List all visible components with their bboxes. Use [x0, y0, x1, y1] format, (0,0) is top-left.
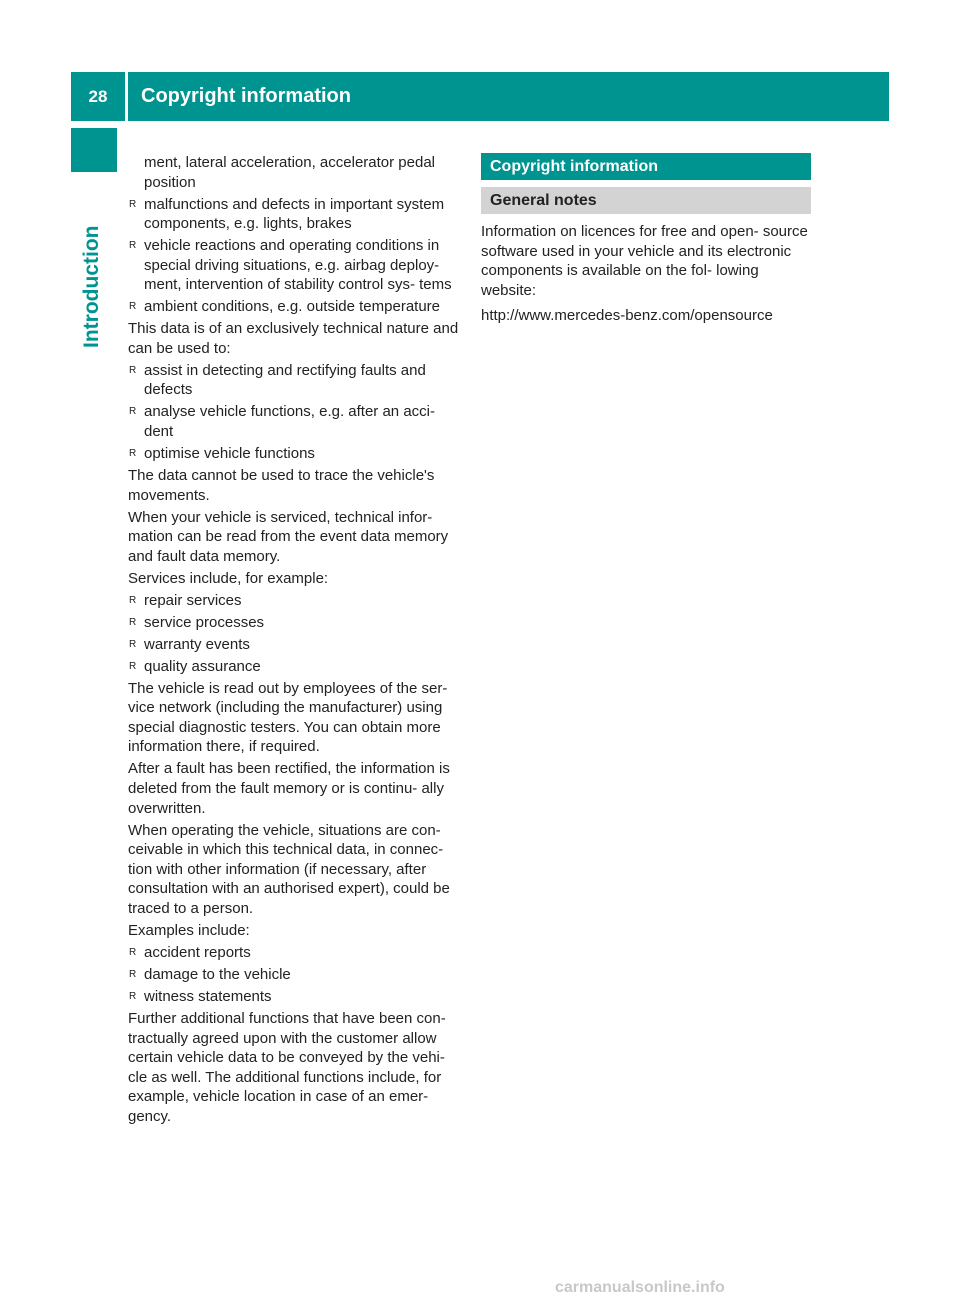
paragraph: This data is of an exclusively technical nature and can be used to:: [128, 320, 459, 357]
bullet-icon: R: [129, 946, 137, 958]
watermark: carmanualsonline.info: [555, 1279, 725, 1296]
paragraph: Further additional functions that have been con- tractually agreed upon with the customer allow certain vehicle data to be conveyed by the vehi- cle as well. The additional functions include, for example, vehicle location in case of an emer- gency.: [128, 1009, 446, 1125]
section-heading: Copyright information: [481, 153, 811, 180]
list-item: R assist in detecting and rectifying faults and defects: [129, 361, 426, 399]
bullet-icon: R: [129, 448, 137, 460]
right-column: [481, 153, 811, 328]
paragraph: Information on licences for free and open- source software used in your vehicle and its electronic components is available on the fol- lowing website:: [481, 223, 808, 299]
chapter-marker: [71, 128, 117, 172]
list-item: R analyse vehicle functions, e.g. after an acci- dent: [129, 403, 435, 441]
bullet-icon: R: [129, 968, 137, 980]
list-item: R damage to the vehicle: [129, 965, 291, 983]
paragraph: When operating the vehicle, situations are con- ceivable in which this technical data, in connec- tion with other information (if necessary, after consultation with an authorised expert), could be traced to a person.: [128, 821, 450, 918]
list-item: R service processes: [129, 613, 265, 631]
bullet-icon: R: [129, 616, 137, 628]
list-item: R quality assurance: [129, 657, 261, 675]
paragraph: The vehicle is read out by employees of the ser- vice network (including the manufacturer) using special diagnostic testers. You can obtain more information there, if required.: [128, 679, 448, 756]
bullet-icon: R: [129, 990, 137, 1002]
list-item: R malfunctions and defects in important system components, e.g. lights, brakes: [129, 195, 445, 233]
list-item: R warranty events: [129, 635, 250, 653]
list-item: R vehicle reactions and operating conditions in special driving situations, e.g. airbag deploy- ment, intervention of stability control sys- tems: [129, 237, 452, 294]
bullet-icon: R: [129, 364, 137, 376]
page-title: Copyright information: [141, 85, 351, 107]
chapter-label: Introduction: [80, 225, 103, 348]
website-url[interactable]: http://www.mercedes-benz.com/opensource: [481, 307, 773, 325]
list-item: R optimise vehicle functions: [129, 445, 315, 463]
list-item: R witness statements: [129, 987, 272, 1005]
bullet-icon: R: [129, 240, 137, 252]
subsection-heading: General notes: [481, 187, 811, 214]
bullet-icon: R: [129, 594, 137, 606]
paragraph: Services include, for example:: [128, 569, 329, 587]
page-number: 28: [88, 86, 108, 106]
header-divider: [125, 72, 128, 121]
list-item: R accident reports: [129, 943, 251, 961]
list-item: R repair services: [129, 591, 242, 609]
continued-text: ment, lateral acceleration, accelerator pedal position: [144, 154, 435, 191]
bullet-icon: R: [129, 638, 137, 650]
bullet-icon: R: [129, 406, 137, 418]
paragraph: Examples include:: [128, 922, 250, 939]
list-item: R ambient conditions, e.g. outside temperature: [129, 298, 441, 316]
left-column: [128, 153, 462, 1129]
bullet-icon: R: [129, 660, 137, 672]
paragraph: After a fault has been rectified, the information is deleted from the fault memory or is continu- ally overwritten.: [128, 760, 450, 817]
paragraph: When your vehicle is serviced, technical infor- mation can be read from the event data memory and fault data memory.: [128, 508, 449, 565]
bullet-icon: R: [129, 301, 137, 313]
bullet-icon: R: [129, 198, 137, 210]
paragraph: The data cannot be used to trace the vehicle's movements.: [128, 467, 435, 504]
